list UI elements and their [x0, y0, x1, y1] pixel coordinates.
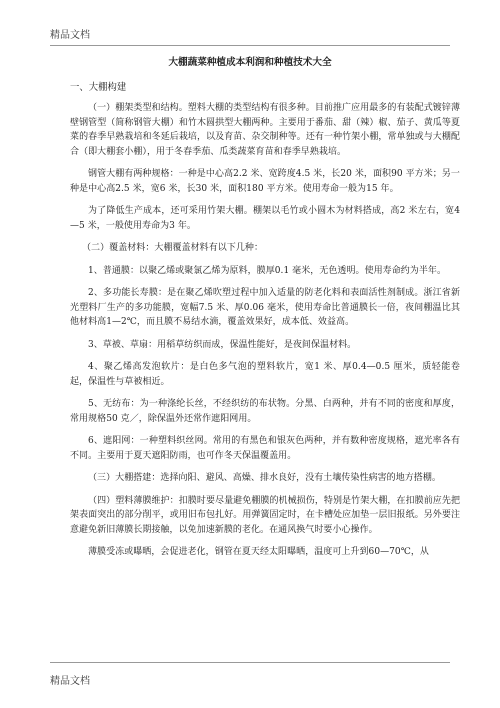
subsection-heading: （二）覆盖材料：大棚覆盖材料有以下几种： [82, 243, 264, 253]
paragraph: （三）大棚搭建：选择向阳、避风、高燥、排水良好，没有土壤传染性病害的地方搭棚。 [88, 473, 441, 483]
paragraph: 2、多功能长寿膜：是在聚乙烯吹塑过程中加入适量的防老化料和表面活性剂制成。浙江省新光塑料厂生产的多功能膜，宽幅7.5 米、厚0.06 毫米，使用寿命比普通膜长一倍，夜间棚温比其他材料高1—2℃，而且膜不易结水滴，覆盖效果好，成本低、效益高。 [70, 288, 460, 327]
header-divider [50, 45, 450, 46]
paragraph: （四）塑料薄膜维护：扣膜时要尽量避免棚膜的机械损伤，特别是竹架大棚，在扣膜前应先把架表面突出的部分削平，或用旧布包扎好。用弹簧固定时，在卡槽处应加垫一层旧报纸。另外要注意避免新旧薄膜长期接触，以免加速新膜的老化。在通风换气时要小心操作。 [70, 495, 460, 535]
paragraph: 薄膜受冻或曝晒，会促进老化，钢管在夏天经太阳曝晒，温度可上升到60—70℃，从 [88, 547, 429, 557]
paragraph: （一）棚架类型和结构。塑料大棚的类型结构有很多种。目前推广应用最多的有装配式镀锌薄壁钢管型（简称钢管大棚）和竹木圆拱型大棚两种。主要用于番茄、甜（辣）椒、茄子、黄瓜等夏菜的春季早熟栽培和冬延后栽培，以及育苗、杂交制种等。还有一种竹架小棚，常单独或与大棚配合（即大棚套小棚），用于冬春季茄、瓜类蔬菜育苗和春季早熟栽培。 [70, 103, 460, 157]
document-title: 大棚蔬菜种植成本利润和种植技术大全 [168, 57, 332, 68]
paragraph: 6、遮阳网：一种塑料织丝网。常用的有黑色和银灰色两种，并有数种密度规格，遮光率各有不同。主要用于夏天遮阳防雨，也可作冬天保温覆盖用。 [70, 436, 460, 461]
paragraph: 3、草被、草扇：用稻草纺织而成，保温性能好，是夜间保温材料。 [88, 339, 357, 350]
document-body [70, 75, 460, 568]
page-footer: 精品文档 [50, 676, 90, 687]
section-heading: 一、大棚构建 [70, 82, 127, 93]
paragraph: 5、无纺布：为一种涤纶长丝，不经织纺的布状物。分黑、白两种，并有不同的密度和厚度，常用规格50 克／，除保温外还常作遮阳网用。 [70, 399, 460, 424]
page-header: 精品文档 [50, 30, 90, 41]
footer-divider [50, 662, 450, 663]
paragraph: 4、聚乙烯高发泡软片：是白色多气泡的塑料软片，宽1 米、厚0.4—0.5 厘米，质轻能卷起，保温性与草被相近。 [70, 362, 460, 387]
paragraph: 1、普通膜：以聚乙烯或聚氯乙烯为原料，膜厚0.1 毫米，无色透明。使用寿命约为半年。 [88, 265, 447, 276]
paragraph: 钢管大棚有两种规格：一种是中心高2.2 米、宽跨度4.5 米，长20 米，面积90 平方米；另一种是中心高2.5 米，宽6 米，长30 米，面积180 平方米。使用寿命一般为15 年。 [70, 169, 460, 194]
paragraph: 为了降低生产成本，还可采用竹架大棚。棚架以毛竹或小圆木为材料搭成，高2 米左右，宽4—5 米，一般使用寿命为3 年。 [70, 206, 460, 231]
